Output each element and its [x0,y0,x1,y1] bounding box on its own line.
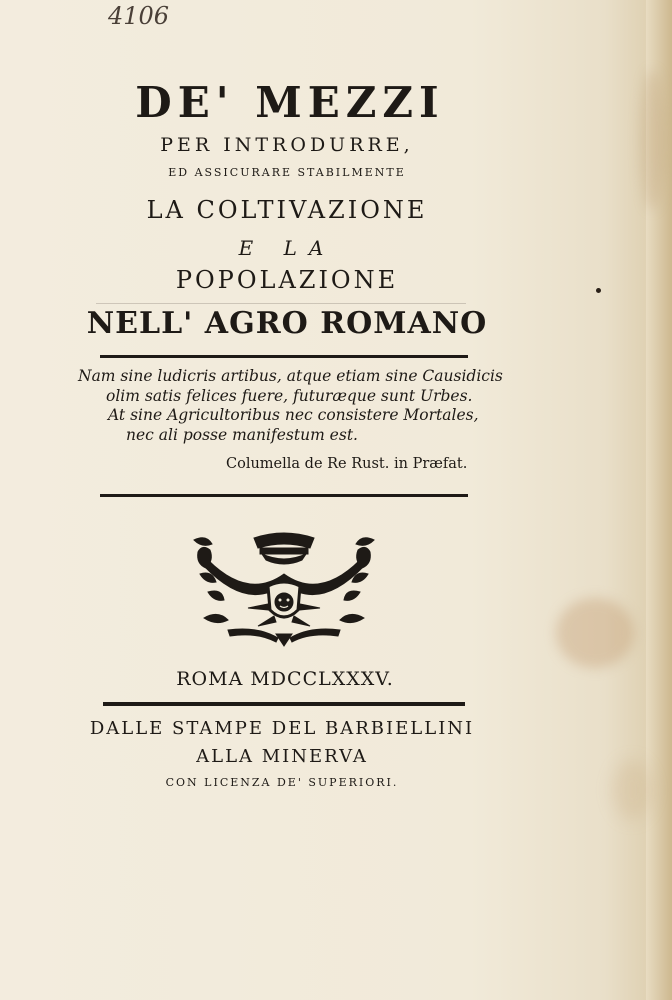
title-coltivazione: LA COLTIVAZIONE [146,196,428,224]
main-title: DE' MEZZI [135,78,445,127]
divider-rule-bottom [100,494,468,497]
show-through-line [96,303,466,304]
imprint-place-date: ROMA MDCCLXXXV. [176,668,394,690]
epigraph-line: nec ali posse manifestum est. [126,425,358,444]
printer-line-2: ALLA MINERVA [196,746,368,767]
subtitle-line-1: PER INTRODURRE, [160,134,414,156]
divider-rule-top [100,355,468,358]
epigraph-line: olim satis felices fuere, futuræque sunt Urbes. [106,386,473,405]
title-popolazione: POPOLAZIONE [175,266,399,294]
title-conjunction: E LA [238,236,336,260]
epigraph-line: Nam sine ludicris artibus, atque etiam sine Causidicis [78,367,503,385]
printers-ornament-icon [188,530,380,648]
handwritten-number: 4106 [108,2,170,30]
printer-line-1: DALLE STAMPE DEL BARBIELLINI [89,718,475,739]
title-agro-romano: NELL' AGRO ROMANO [86,306,488,341]
foxing-stain [612,760,652,820]
foxing-stain [556,598,634,668]
epigraph-line: At sine Agricultoribus nec consistere Mortales, [108,406,479,424]
ink-speck [596,288,601,293]
subtitle-line-2: ED ASSICURARE STABILMENTE [168,166,406,179]
divider-rule-imprint [103,702,465,706]
epigraph [78,367,503,445]
foxing-stain [640,70,664,210]
licence-line: CON LICENZA DE' SUPERIORI. [165,776,399,789]
epigraph-attribution: Columella de Re Rust. in Præfat. [226,456,468,472]
